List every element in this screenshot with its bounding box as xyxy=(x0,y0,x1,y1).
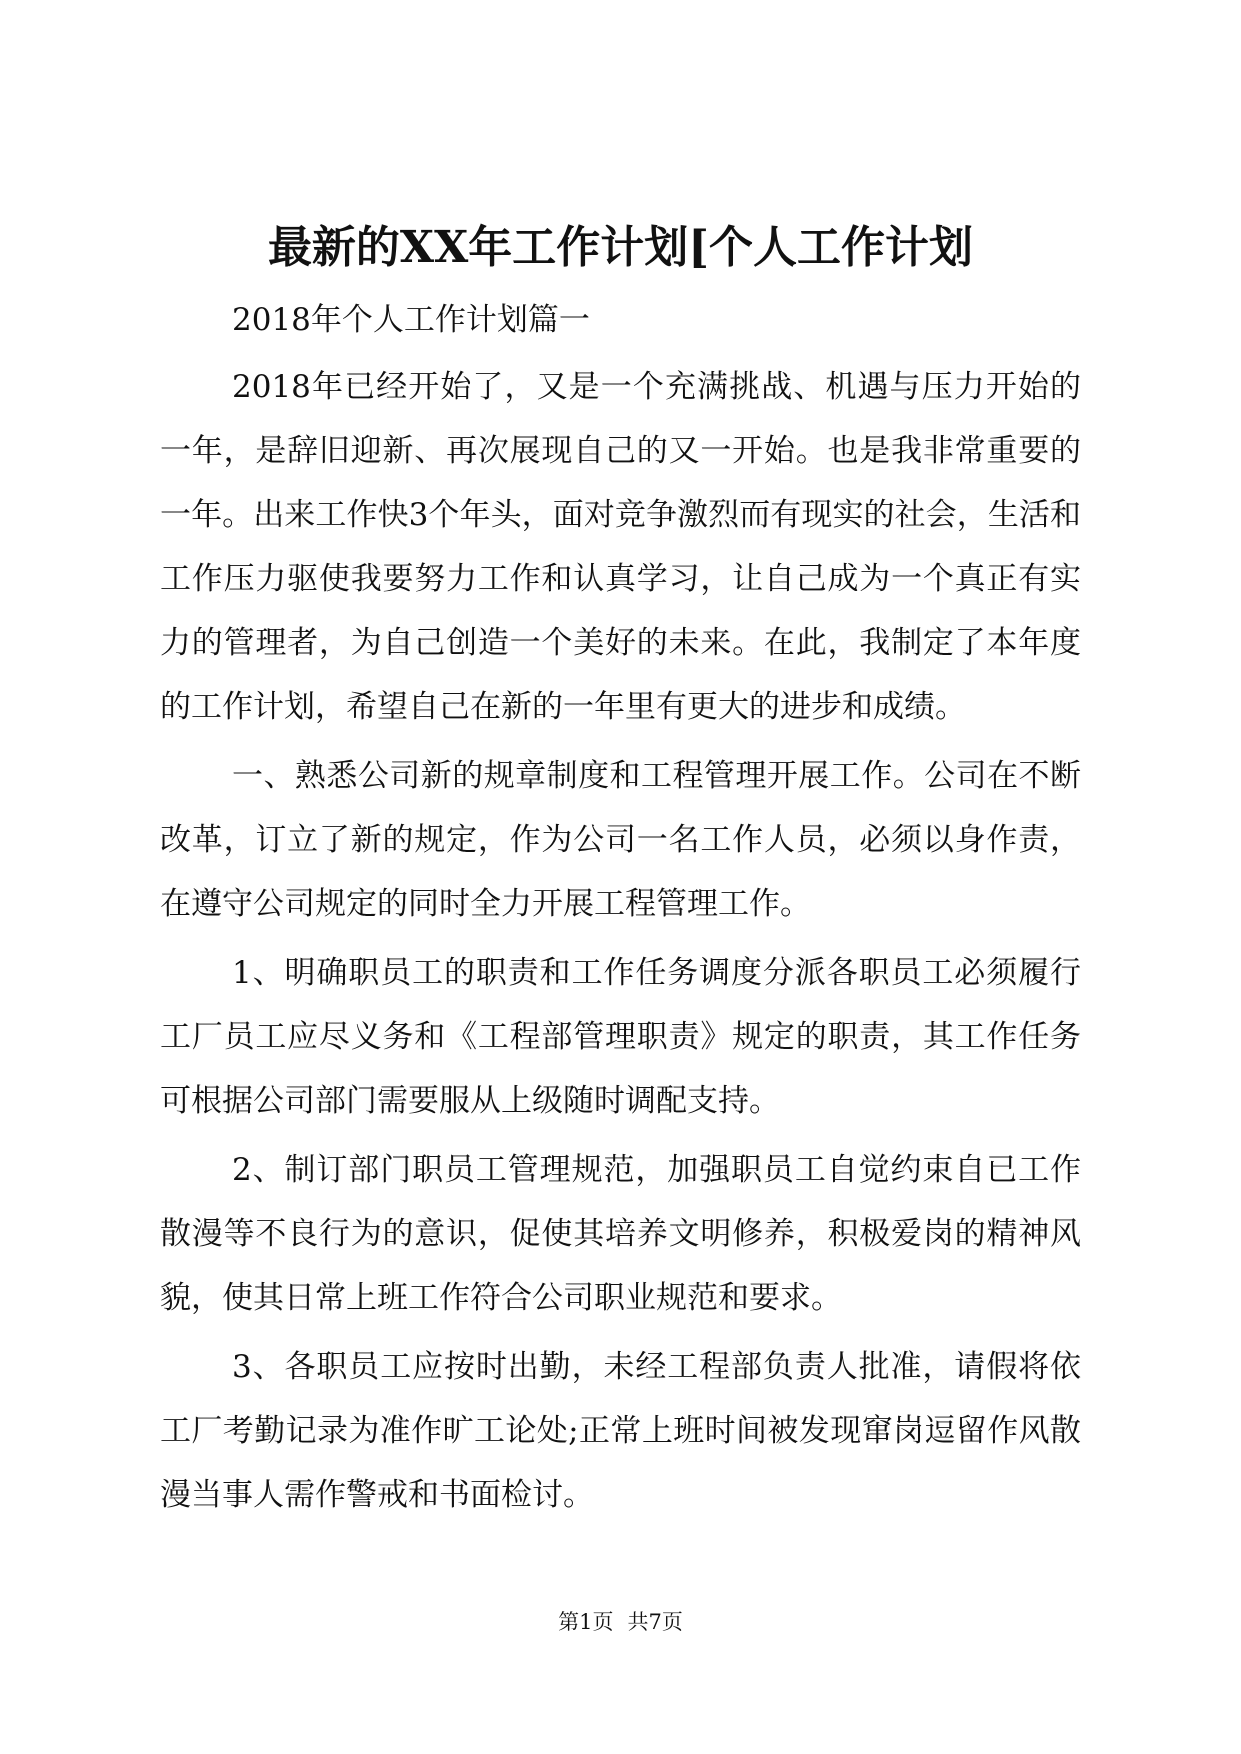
paragraph-intro: 2018年已经开始了，又是一个充满挑战、机遇与压力开始的一年，是辞旧迎新、再次展现自己的又一开始。也是我非常重要的一年。出来工作快3个年头，面对竞争激烈而有现实的社会，生活和工作压力驱使我要努力工作和认真学习，让自己成为一个真正有实力的管理者，为自己创造一个美好的未来。在此，我制定了本年度的工作计划，希望自己在新的一年里有更大的进步和成绩。 xyxy=(160,369,1081,725)
page-total: 共7页 xyxy=(627,1610,683,1634)
document-title: 最新的XX年工作计划[个人工作计划 xyxy=(267,222,974,273)
page-footer xyxy=(0,1607,1241,1637)
paragraph-section-1: 一、熟悉公司新的规章制度和工程管理开展工作。公司在不断改革，订立了新的规定，作为公司一名工作人员，必须以身作责，在遵守公司规定的同时全力开展工程管理工作。 xyxy=(160,758,1081,922)
document-body xyxy=(160,355,1081,1532)
paragraph-item-3: 3、各职员工应按时出勤，未经工程部负责人批准，请假将依工厂考勤记录为准作旷工论处;正常上班时间被发现窜岗逗留作风散漫当事人需作警戒和书面检讨。 xyxy=(160,1349,1081,1513)
page-number: 第1页 xyxy=(558,1610,614,1634)
document-subheading: 2018年个人工作计划篇一 xyxy=(232,302,590,338)
paragraph-item-1: 1、明确职员工的职责和工作任务调度分派各职员工必须履行工厂员工应尽义务和《工程部管理职责》规定的职责，其工作任务可根据公司部门需要服从上级随时调配支持。 xyxy=(160,955,1081,1119)
paragraph-item-2: 2、制订部门职员工管理规范，加强职员工自觉约束自已工作散漫等不良行为的意识，促使其培养文明修养，积极爱岗的精神风貌，使其日常上班工作符合公司职业规范和要求。 xyxy=(160,1152,1081,1316)
